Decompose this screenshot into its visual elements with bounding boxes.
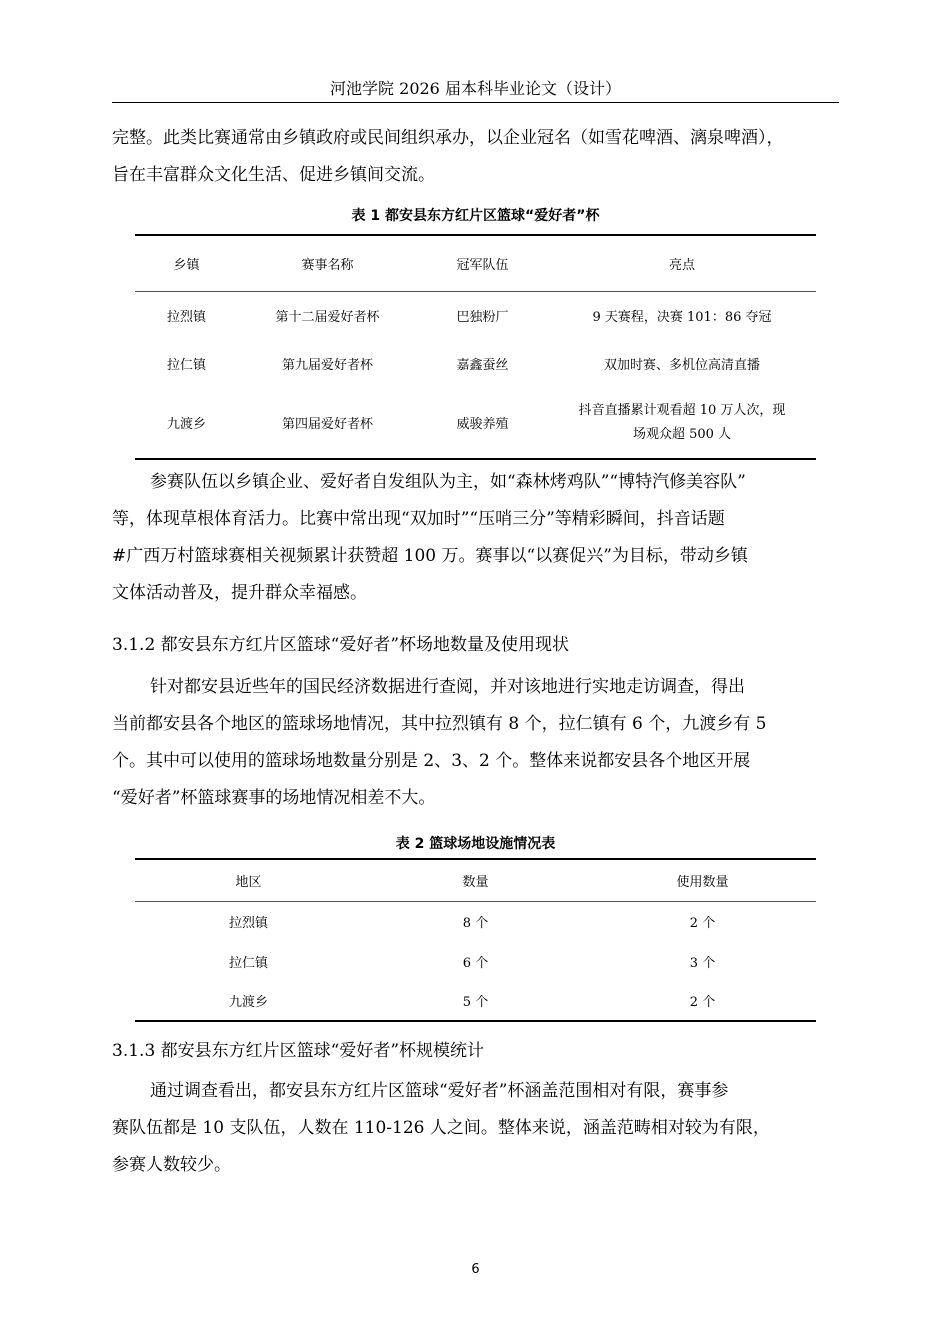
column-header-champion: 冠军队伍 xyxy=(456,257,509,273)
table2 xyxy=(135,858,816,1022)
paragraph-venues xyxy=(112,669,839,817)
cell-highlight-line: 抖音直播累计观看超 10 万人次，现 xyxy=(578,402,786,418)
text-line: 完整。此类比赛通常由乡镇政府或民间组织承办，以企业冠名（如雪花啤酒、漓泉啤酒）， xyxy=(112,128,784,148)
cell-area: 九渡乡 xyxy=(228,995,268,1010)
table-row xyxy=(135,387,816,459)
cell-used: 3 个 xyxy=(689,955,716,971)
text-line: #广西万村篮球赛相关视频累计获赞超 100 万。赛事以“以赛促兴”为目标，带动乡镇 xyxy=(112,546,748,566)
text-line: “爱好者”杯篮球赛事的场地情况相差不大。 xyxy=(112,788,436,808)
cell-town: 拉仁镇 xyxy=(166,357,206,373)
cell-highlight: 9 天赛程，决赛 101：86 夺冠 xyxy=(592,309,772,325)
text-line: 通过调查看出，都安县东方红片区篮球“爱好者”杯涵盖范围相对有限，赛事参 xyxy=(150,1081,729,1101)
paragraph-participants xyxy=(112,464,839,612)
table-row xyxy=(135,981,816,1021)
cell-event: 第九届爱好者杯 xyxy=(281,357,373,373)
section-heading-3-1-2: 3.1.2 都安县东方红片区篮球“爱好者”杯场地数量及使用现状 xyxy=(112,635,570,655)
cell-champion: 巴独粉厂 xyxy=(456,309,509,325)
cell-town: 拉烈镇 xyxy=(166,309,206,325)
text-line: 赛队伍都是 10 支队伍，人数在 110-126 人之间。整体来说，涵盖范畴相对较为有限， xyxy=(112,1118,770,1138)
text-line: 个。其中可以使用的篮球场地数量分别是 2、3、2 个。整体来说都安县各个地区开展 xyxy=(112,751,751,771)
text-line: 文体活动普及，提升群众幸福感。 xyxy=(112,583,367,603)
table2-caption: 表 2 篮球场地设施情况表 xyxy=(395,836,556,852)
cell-highlight xyxy=(548,387,816,459)
column-header-count: 数量 xyxy=(462,874,489,890)
column-header-event: 赛事名称 xyxy=(301,257,354,273)
paragraph-scale xyxy=(112,1073,839,1184)
page-header: 河池学院 2026 届本科毕业论文（设计） xyxy=(330,79,621,98)
intro-paragraph xyxy=(112,120,839,194)
cell-event: 第四届爱好者杯 xyxy=(281,417,373,432)
header-rule xyxy=(112,102,839,103)
section-heading-3-1-3: 3.1.3 都安县东方红片区篮球“爱好者”杯规模统计 xyxy=(112,1041,485,1061)
text-line: 参赛人数较少。 xyxy=(112,1155,231,1175)
table1-caption: 表 1 都安县东方红片区篮球“爱好者”杯 xyxy=(351,208,600,224)
cell-count: 5 个 xyxy=(462,995,489,1010)
cell-champion: 威骏养殖 xyxy=(456,417,509,432)
cell-count: 6 个 xyxy=(462,955,489,971)
table-header-row xyxy=(135,859,816,901)
text-line: 旨在丰富群众文化生活、促进乡镇间交流。 xyxy=(112,165,435,185)
column-header-used: 使用数量 xyxy=(676,874,729,890)
cell-event: 第十二届爱好者杯 xyxy=(275,309,380,325)
cell-champion: 嘉鑫蚕丝 xyxy=(456,357,509,373)
cell-highlight-line: 场观众超 500 人 xyxy=(632,426,732,442)
table-header-row xyxy=(135,235,816,291)
page-number: 6 xyxy=(471,1262,480,1277)
cell-highlight: 双加时赛、多机位高清直播 xyxy=(603,357,760,373)
table-row xyxy=(135,901,816,941)
cell-town: 九渡乡 xyxy=(166,417,206,432)
cell-count: 8 个 xyxy=(462,915,489,931)
cell-used: 2 个 xyxy=(689,995,716,1010)
column-header-highlight: 亮点 xyxy=(668,257,695,273)
column-header-area: 地区 xyxy=(235,874,262,890)
cell-area: 拉仁镇 xyxy=(228,955,268,971)
cell-used: 2 个 xyxy=(689,915,716,931)
text-line: 参赛队伍以乡镇企业、爱好者自发组队为主，如“森林烤鸡队”“博特汽修美容队” xyxy=(150,472,746,492)
text-line: 等，体现草根体育活力。比赛中常出现“双加时”“压哨三分”等精彩瞬间，抖音话题 xyxy=(112,509,725,529)
table1 xyxy=(135,234,816,460)
table-row xyxy=(135,291,816,339)
text-line: 当前都安县各个地区的篮球场地情况，其中拉烈镇有 8 个，拉仁镇有 6 个，九渡乡有 5 xyxy=(112,714,767,734)
table-row xyxy=(135,339,816,387)
text-line: 针对都安县近些年的国民经济数据进行查阅，并对该地进行实地走访调查，得出 xyxy=(150,677,745,697)
table-row xyxy=(135,941,816,981)
column-header-town: 乡镇 xyxy=(173,257,200,273)
cell-area: 拉烈镇 xyxy=(228,915,268,931)
